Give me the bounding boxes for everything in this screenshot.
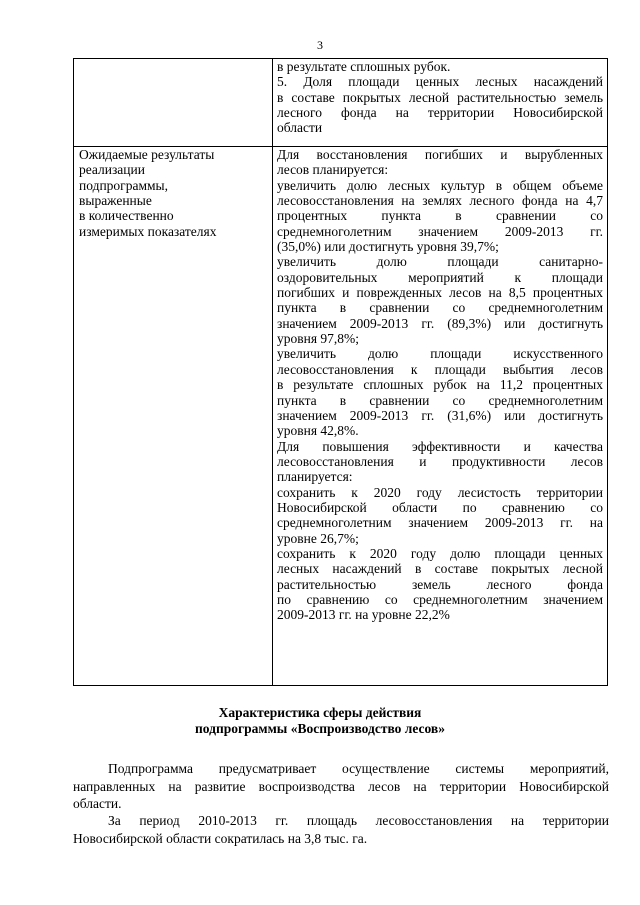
cell-text-line: сохранить к 2020 году лесистость территории: [277, 484, 603, 500]
cell-text-line: значением 2009-2013 гг. (89,3%) или достигнуть: [277, 315, 603, 331]
table-row: [74, 59, 608, 147]
cell-text-line: 5. Доля площади ценных лесных насаждений: [277, 74, 603, 90]
cell-text-line: измеримых показателях: [79, 223, 217, 239]
cell-text-line: области: [277, 120, 323, 136]
heading-line-1: Характеристика сферы действия: [218, 705, 422, 720]
cell-text-line: планируется:: [277, 469, 353, 485]
passport-table: [73, 58, 608, 686]
cell-text-line: растительностью земель лесного фонда: [277, 576, 603, 592]
table-cell-left-empty: [74, 59, 273, 147]
cell-text-line: среднемноголетним значением 2009-2013 гг. на: [277, 515, 603, 531]
heading-line-2: подпрограммы «Воспроизводство лесов»: [195, 721, 445, 736]
cell-text-line: реализации: [79, 162, 145, 178]
cell-text-line: в результате сплошных рубок на 11,2 процентных: [277, 377, 603, 393]
paragraph-1: [73, 760, 609, 813]
cell-text-line: выраженные: [79, 193, 152, 209]
cell-text-line: увеличить долю лесных культур в общем объеме: [277, 177, 603, 193]
cell-text-line: Новосибирской области по сравнению со: [277, 499, 603, 515]
cell-text-line: лесовосстановления и продуктивности лесов: [277, 453, 603, 469]
cell-text-line: лесных насаждений в составе покрытых лесной: [277, 561, 603, 577]
cell-text-line: уровне 26,7%;: [277, 530, 359, 546]
cell-text-line: лесов планируется:: [277, 162, 389, 178]
cell-text-line: лесовосстановления на землях лесного фонда на 4,7: [277, 193, 603, 209]
cell-text-line: подпрограммы,: [79, 177, 168, 193]
cell-text-line: по сравнению со среднемноголетним значением: [277, 591, 603, 607]
cell-text-line: пункта в сравнении со среднемноголетним: [277, 300, 603, 316]
paragraph-line: Новосибирской области сократилась на 3,8 тыс. га.: [73, 830, 368, 846]
paragraph-line: За период 2010-2013 гг. площадь лесовосстановления на территории: [108, 813, 609, 828]
cell-text-line: значением 2009-2013 гг. (31,6%) или достигнуть: [277, 407, 603, 423]
paragraph-line: направленных на развитие воспроизводства лесов на территории Новосибирской: [73, 778, 609, 794]
cell-text-line: увеличить долю площади санитарно-: [277, 254, 603, 270]
cell-text-line: процентных пункта в сравнении со: [277, 208, 603, 224]
cell-text-line: пункта в сравнении со среднемноголетним: [277, 392, 603, 408]
cell-text-line: лесовосстановления к площади выбытия лесов: [277, 361, 603, 377]
cell-text-line: увеличить долю площади искусственного: [277, 346, 603, 362]
cell-text-line: уровня 97,8%;: [277, 331, 360, 347]
cell-text-line: лесного фонда на территории Новосибирской: [277, 105, 603, 121]
cell-text-line: (35,0%) или достигнуть уровня 39,7%;: [277, 239, 499, 255]
table-row: [74, 147, 608, 686]
cell-text-line: 2009-2013 гг. на уровне 22,2%: [277, 607, 450, 623]
paragraph-line: области.: [73, 796, 122, 811]
cell-text-line: Для повышения эффективности и качества: [277, 438, 603, 454]
cell-text-line: в количественно: [79, 208, 174, 224]
section-heading: [0, 705, 640, 737]
page-number: 3: [317, 38, 323, 52]
paragraph-2: [73, 812, 609, 847]
cell-text-line: в составе покрытых лесной растительностью земель: [277, 89, 603, 105]
cell-text-line: уровня 42,8%.: [277, 423, 359, 439]
cell-text-line: сохранить к 2020 году долю площади ценных: [277, 545, 603, 561]
cell-text-line: Ожидаемые результаты: [79, 147, 215, 162]
table-cell-expected-results-label: [74, 147, 273, 686]
cell-text-line: погибших и поврежденных лесов на 8,5 процентных: [277, 285, 603, 301]
cell-text-line: оздоровительных мероприятий к площади: [277, 269, 603, 285]
paragraph-line: Подпрограмма предусматривает осуществление системы мероприятий,: [108, 761, 609, 776]
cell-text-line: Для восстановления погибших и вырубленных: [277, 147, 603, 162]
table-cell-expected-results-text: [273, 147, 608, 686]
cell-text-line: среднемноголетним значением 2009-2013 гг.: [277, 223, 603, 239]
table-cell-indicators-continued: [273, 59, 608, 147]
cell-text-line: в результате сплошных рубок.: [277, 59, 451, 74]
